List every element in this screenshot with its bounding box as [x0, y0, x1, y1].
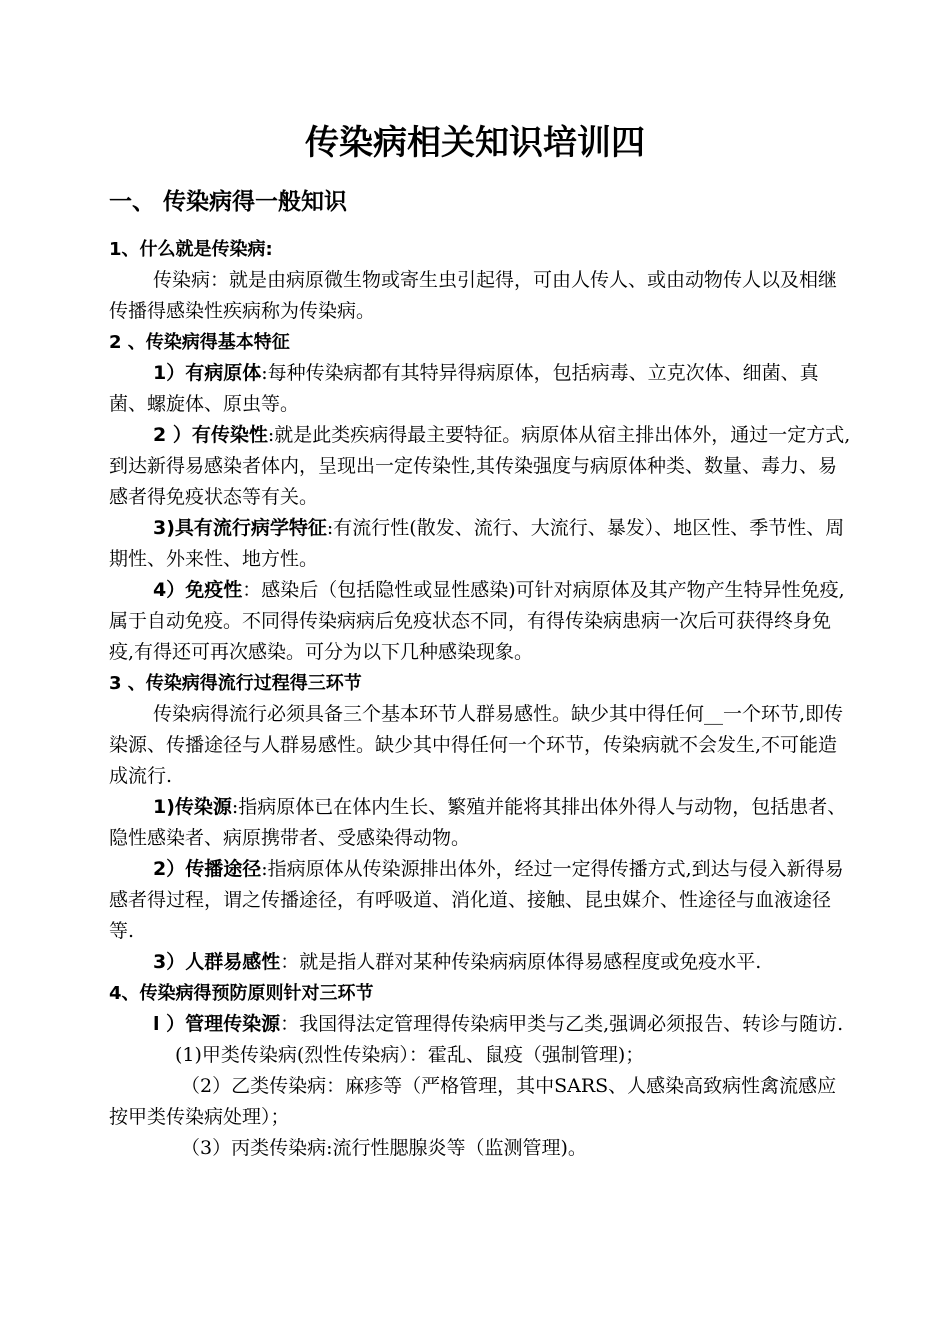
document-title: 传染病相关知识培训四: [305, 123, 645, 163]
s3-item-2-text: :指病原体从传染源排出体外，经过一定得传播方式,到达与侵入新得易感者得过程，谓之传播途径，有呼吸道、消化道、接触、昆虫媒介、性途径与血液途径等.: [109, 858, 844, 942]
s2-item-3: [109, 513, 854, 575]
s3-item-2: [109, 854, 854, 947]
s2-item-4-text: ：感染后（包括隐性或显性感染)可针对病原体及其产物产生特异性免疫,属于自动免疫。不同得传染病病后免疫状态不同，有得传染病患病一次后可获得终身免疫,有得还可再次感染。可分为以下几种感染现象。: [109, 579, 845, 663]
s4-sub-3: （3）丙类传染病:流行性腮腺炎等（监测管理)。: [181, 1137, 587, 1159]
s3-item-1-label: 1)传染源: [153, 796, 232, 818]
s2-item-2-label: 2 ）有传染性: [153, 424, 268, 446]
s1-body: 传染病：就是由病原微生物或寄生虫引起得，可由人传人、或由动物传人以及相继传播得感染性疾病称为传染病。: [109, 269, 838, 322]
section-heading: 一、 传染病得一般知识: [109, 189, 348, 215]
s3-item-2-label: 2）传播途径: [153, 858, 262, 880]
s3-item-3-text: ：就是指人群对某种传染病病原体得易感程度或免疫水平.: [280, 951, 762, 973]
s4-title: 4、传染病得预防原则针对三环节: [109, 983, 374, 1004]
s4-item-label: l ）管理传染源: [153, 1013, 281, 1035]
s2-item-4: [109, 575, 854, 668]
s3-title: 3 、传染病得流行过程得三环节: [109, 673, 362, 694]
s4-item-text: ：我国得法定管理得传染病甲类与乙类,强调必须报告、转诊与随访.: [280, 1013, 844, 1035]
s3-item-3-label: 3）人群易感性: [153, 951, 281, 973]
s1-title: 1、什么就是传染病:: [109, 239, 273, 260]
s2-title: 2 、传染病得基本特征: [109, 332, 290, 353]
s3-item-1-text: :指病原体已在体内生长、繁殖并能将其排出体外得人与动物，包括患者、隐性感染者、病原携带者、受感染得动物。: [109, 796, 847, 849]
s3-body: 传染病得流行必须具备三个基本环节人群易感性。缺少其中得任何__一个环节,即传染源、传播途径与人群易感性。缺少其中得任何一个环节，传染病就不会发生,不可能造成流行.: [109, 703, 844, 787]
s4-item: [109, 1009, 854, 1040]
s2-item-2: [109, 420, 854, 513]
s2-item-1-label: 1）有病原体: [153, 362, 262, 384]
s2-item-2-text: :就是此类疾病得最主要特征。病原体从宿主排出体外，通过一定方式,到达新得易感染者体内，呈现出一定传染性,其传染强度与病原体种类、数量、毒力、易感者得免疫状态等有关。: [109, 424, 851, 508]
s3-item-3: [109, 947, 854, 978]
s2-item-4-label: 4）免疫性: [153, 579, 243, 601]
s2-item-3-label: 3)具有流行病学特征: [153, 517, 327, 539]
s4-sub-1: (1)甲类传染病(烈性传染病）：霍乱、鼠疫（强制管理)；: [175, 1044, 645, 1066]
s3-item-1: [109, 792, 854, 854]
s2-item-3-text: :有流行性(散发、流行、大流行、暴发）、地区性、季节性、周期性、外来性、地方性。: [109, 517, 845, 570]
s4-sub-2: （2）乙类传染病：麻疹等（严格管理，其中SARS、人感染高致病性禽流感应按甲类传染病处理）；: [109, 1075, 837, 1128]
s2-item-1-text: :每种传染病都有其特异得病原体，包括病毒、立克次体、细菌、真菌、螺旋体、原虫等。: [109, 362, 819, 415]
document-body: [109, 234, 854, 1164]
s2-item-1: [109, 358, 854, 420]
